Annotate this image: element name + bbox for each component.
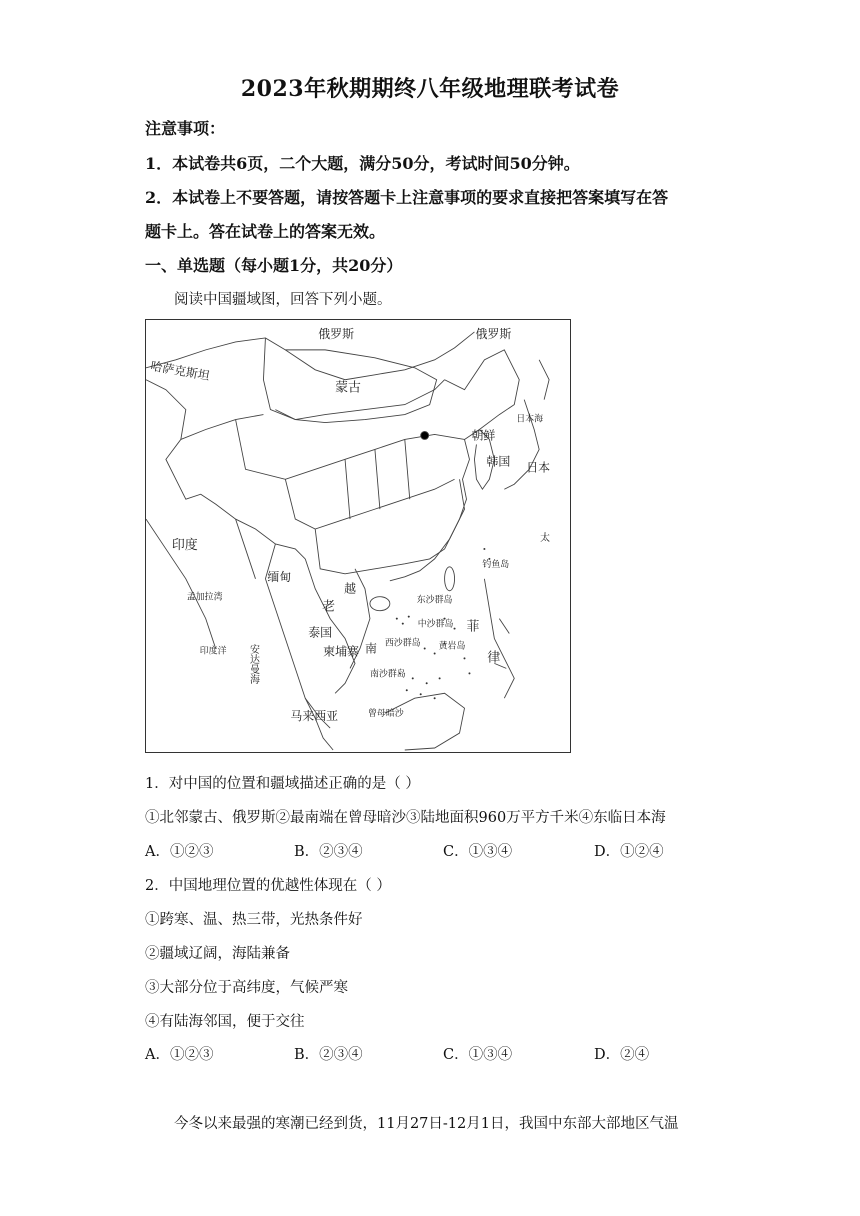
section-intro: 阅读中国疆域图，回答下列小题。 — [174, 292, 392, 308]
map-label-zengmu: 曾母暗沙 — [367, 709, 404, 720]
map-label-zhongsha: 中沙群岛 — [417, 619, 454, 630]
map-label-bay-bengal: 孟加拉湾 — [186, 592, 223, 603]
map-label-vietnam-2: 南 — [364, 641, 377, 656]
q2-statement-3: ③大部分位于高纬度，气候严寒 — [145, 980, 348, 996]
map-label-cambodia: 柬埔寨 — [323, 644, 359, 659]
section-heading: 一、单选题（每小题1分，共20分） — [145, 256, 403, 275]
map-label-kazakhstan: 哈萨克斯坦 — [149, 358, 211, 384]
passage-text: 今冬以来最强的寒潮已经到货，11月27日-12月1日，我国中东部大部地区气温 — [174, 1116, 679, 1132]
q1-statements: ①北邻蒙古、俄罗斯②最南端在曾母暗沙③陆地面积960万平方千米④东临日本海 — [145, 810, 666, 826]
q1-option-b[interactable]: B．②③④ — [294, 844, 363, 860]
map-label-pacific: 太 — [540, 532, 551, 544]
map-label-andaman: 安达曼海 — [247, 644, 259, 685]
q2-option-c[interactable]: C．①③④ — [443, 1047, 513, 1063]
notice-heading: 注意事项： — [145, 119, 226, 138]
map-label-japan: 日本 — [526, 460, 551, 475]
notice-item-1: 1．本试卷共6页，二个大题，满分50分，考试时间50分钟。 — [145, 154, 580, 173]
map-label-myanmar: 缅甸 — [267, 569, 292, 584]
notice-item-2-cont: 题卡上。答在试卷上的答案无效。 — [145, 222, 386, 241]
q2-statement-1: ①跨寒、温、热三带，光热条件好 — [145, 912, 363, 928]
q2-option-a[interactable]: A．①②③ — [145, 1047, 214, 1063]
map-label-dongsha: 东沙群岛 — [416, 595, 453, 606]
map-label-laos: 老 — [322, 599, 336, 615]
q1-option-c[interactable]: C．①③④ — [443, 844, 513, 860]
map-label-huangyan: 黄岩岛 — [438, 641, 466, 652]
page-title: 2023年秋期期终八年级地理联考试卷 — [240, 76, 620, 102]
q2-option-b[interactable]: B．②③④ — [294, 1047, 363, 1063]
map-label-korea-n: 朝鲜 — [471, 428, 496, 443]
map-label-india: 印度 — [171, 537, 198, 553]
q2-statement-2: ②疆域辽阔，海陆兼备 — [145, 946, 290, 962]
map-label-korea-s: 韩国 — [486, 454, 511, 469]
map-label-malaysia: 马来西亚 — [290, 709, 339, 724]
q2-stem: 2．中国地理位置的优越性体现在（ ） — [145, 878, 391, 894]
map-label-nansha: 南沙群岛 — [369, 669, 406, 680]
map-label-russia-e: 俄罗斯 — [475, 326, 512, 341]
map-label-vietnam-1: 越 — [344, 581, 357, 596]
map-label-thailand: 泰国 — [308, 625, 333, 640]
map-label-diaoyu: 钓鱼岛 — [482, 559, 510, 570]
q2-option-d[interactable]: D．②④ — [594, 1047, 650, 1063]
map-label-russia-w: 俄罗斯 — [318, 326, 355, 341]
map-label-sea-japan: 日本海 — [516, 414, 544, 425]
map-label-philippines-2: 律 — [487, 650, 501, 666]
map-drawing — [146, 320, 570, 752]
map-label-indian-ocean: 印度洋 — [199, 646, 227, 657]
china-territory-map — [145, 319, 571, 753]
q1-stem: 1．对中国的位置和疆域描述正确的是（ ） — [145, 776, 420, 792]
q1-option-a[interactable]: A．①②③ — [145, 844, 214, 860]
q1-option-d[interactable]: D．①②④ — [594, 844, 664, 860]
map-label-xisha: 西沙群岛 — [384, 638, 421, 649]
map-label-mongolia: 蒙古 — [335, 380, 361, 396]
map-label-philippines-1: 菲 — [466, 619, 480, 635]
notice-item-2: 2．本试卷上不要答题，请按答题卡上注意事项的要求直接把答案填写在答 — [145, 188, 669, 207]
q2-statement-4: ④有陆海邻国，便于交往 — [145, 1014, 305, 1030]
